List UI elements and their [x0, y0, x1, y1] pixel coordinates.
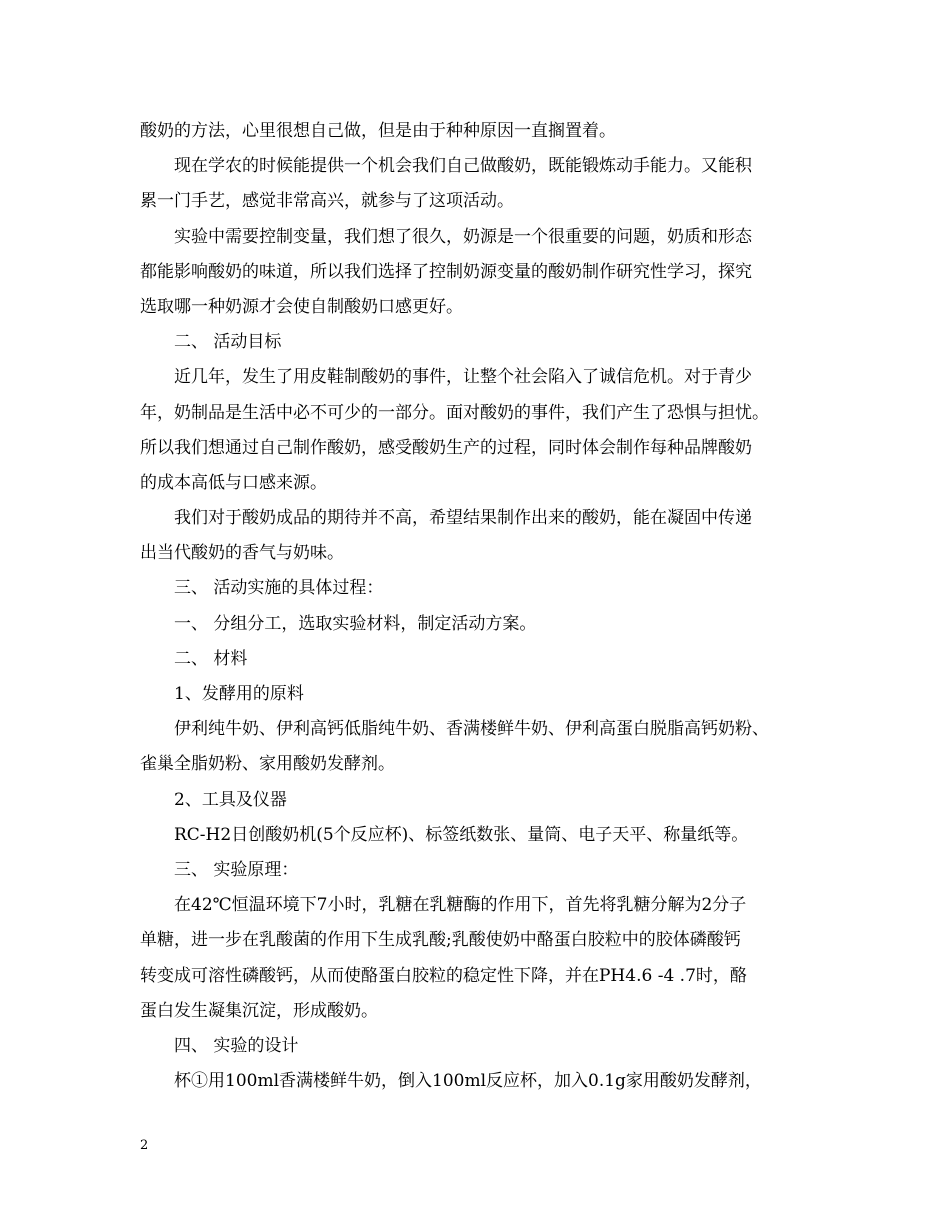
text-line: 所以我们想通过自己制作酸奶，感受酸奶生产的过程，同时体会制作每种品牌酸奶	[140, 437, 752, 458]
text-line: 我们对于酸奶成品的期待并不高，希望结果制作出来的酸奶，能在凝固中传递	[174, 508, 752, 529]
text-line: 选取哪一种奶源才会使自制酸奶口感更好。	[140, 296, 463, 317]
item-heading: 2、工具及仪器	[174, 789, 287, 810]
subsection-heading: 四、 实验的设计	[174, 1035, 299, 1056]
subsection-heading: 三、 实验原理：	[174, 859, 299, 880]
text-line: 雀巢全脂奶粉、家用酸奶发酵剂。	[140, 754, 395, 775]
document-body	[140, 114, 820, 1099]
text-line: 累一门手艺，感觉非常高兴，就参与了这项活动。	[140, 191, 514, 212]
text-line: 出当代酸奶的香气与奶味。	[140, 543, 344, 564]
text-line: 酸奶的方法，心里很想自己做，但是由于种种原因一直搁置着。	[140, 121, 616, 141]
item-heading: 1、发酵用的原料	[174, 684, 304, 704]
text-line: 杯①用100ml香满楼鲜牛奶，倒入100ml反应杯，加入0.1g家用酸奶发酵剂，	[174, 1071, 762, 1092]
text-line: 近几年，发生了用皮鞋制酸奶的事件，让整个社会陷入了诚信危机。对于青少	[174, 367, 752, 388]
text-line: 单糖，进一步在乳酸菌的作用下生成乳酸;乳酸使奶中酪蛋白胶粒中的胶体磷酸钙	[140, 930, 741, 951]
text-line: 在42℃恒温环境下7小时，乳糖在乳糖酶的作用下，首先将乳糖分解为2分子	[174, 895, 747, 916]
section-heading: 二、 活动目标	[174, 332, 282, 353]
subsection-heading: 一、 分组分工，选取实验材料，制定活动方案。	[174, 613, 537, 634]
subsection-heading: 二、 材料	[174, 648, 248, 669]
text-line: 蛋白发生凝集沉淀，形成酸奶。	[140, 1000, 378, 1021]
text-line: 现在学农的时候能提供一个机会我们自己做酸奶，既能锻炼动手能力。又能积	[174, 156, 752, 177]
text-line: 都能影响酸奶的味道，所以我们选择了控制奶源变量的酸奶制作研究性学习，探究	[140, 261, 752, 282]
page-number: 2	[140, 1138, 149, 1153]
text-line: 转变成可溶性磷酸钙，从而使酪蛋白胶粒的稳定性下降，并在PH4.6 -4 .7时，酪	[140, 965, 747, 986]
text-line: 年，奶制品是生活中必不可少的一部分。面对酸奶的事件，我们产生了恐惧与担忧。	[140, 402, 769, 423]
text-line: RC-H2日创酸奶机(5个反应杯)、标签纸数张、量筒、电子天平、称量纸等。	[174, 824, 749, 845]
text-line: 的成本高低与口感来源。	[140, 472, 327, 493]
section-heading: 三、 活动实施的具体过程：	[174, 578, 384, 599]
text-line: 实验中需要控制变量，我们想了很久，奶源是一个很重要的问题，奶质和形态	[174, 226, 752, 247]
text-line: 伊利纯牛奶、伊利高钙低脂纯牛奶、香满楼鲜牛奶、伊利高蛋白脱脂高钙奶粉、	[174, 719, 769, 740]
